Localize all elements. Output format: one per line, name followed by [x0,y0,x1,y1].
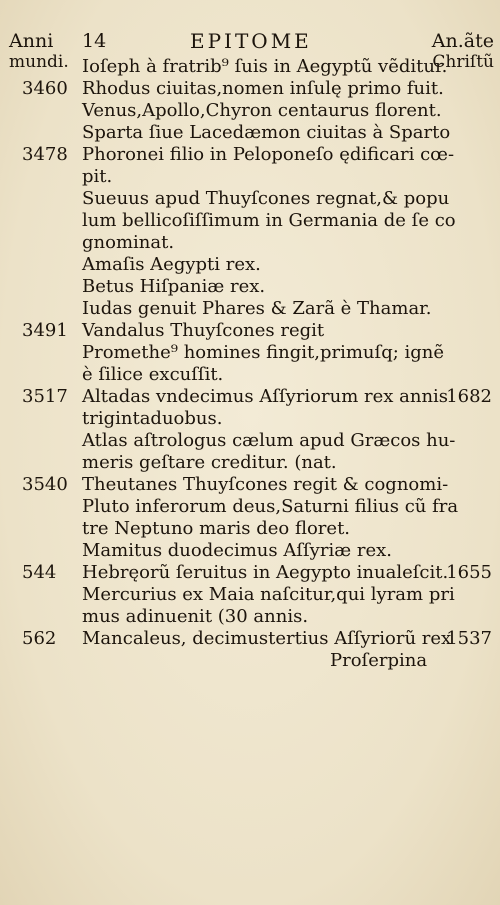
year-number: 544 [22,562,57,583]
year-number: 3517 [22,386,68,407]
year-number: 3540 [22,474,68,495]
page-number: 14 [82,30,107,52]
header-mundi: mundi. [9,52,69,72]
line-text: Pluto inferorum deus,Saturni filius cũ fra [82,496,459,517]
chronicle-line [0,166,500,188]
chronicle-line [0,298,500,320]
page-title: EPITOME [190,29,312,53]
header-christu: Chriſtũ [432,52,494,72]
year-before-christ: 1537 [446,628,492,649]
line-text: Sueuus apud Thuyſcones regnat,& popu [82,188,450,209]
chronicle-line [0,342,500,364]
line-text: Phoronei filio in Peloponeſo ędificari cœ- [82,144,455,165]
chronicle-line [0,320,500,342]
line-text: meris geſtare creditur. (nat. [82,452,337,473]
line-text: mus adinuenit (30 annis. [82,606,309,627]
line-text: Altadas vndecimus Aſſyriorum rex annis [82,386,449,407]
line-text: Ioſeph à fratrib⁹ ſuis in Aegyptũ vẽditur. [82,56,448,77]
line-text: Mercurius ex Maia naſcitur,qui lyram pri [82,584,455,605]
line-text: Sparta ſiue Lacedæmon ciuitas à Sparto [82,122,451,143]
chronicle-line [0,56,500,78]
chronicle-line [0,188,500,210]
chronicle-line [0,540,500,562]
line-text: Iudas genuit Phares & Zarã è Thamar. [82,298,432,319]
line-text: Rhodus ciuitas,nomen inſulę primo fuit. [82,78,444,99]
chronicle-line [0,408,500,430]
line-text: tre Neptuno maris deo floret. [82,518,351,539]
line-text: Proſerpina [330,650,428,671]
chronicle-line [0,650,500,672]
line-text: Mamitus duodecimus Aſſyriæ rex. [82,540,392,561]
line-text: Mancaleus, decimustertius Aſſyriorũ rex [82,628,452,649]
chronicle-line [0,474,500,496]
year-number: 562 [22,628,57,649]
line-text: Betus Hiſpaniæ rex. [82,276,266,297]
line-text: Atlas aſtrologus cælum apud Græcos hu- [82,430,456,451]
header-ante: An.ãte [431,30,494,52]
header-anni: Anni [9,30,54,52]
chronicle-line [0,122,500,144]
chronicle-line [0,518,500,540]
chronicle-line [0,100,500,122]
chronicle-line [0,386,500,408]
line-text: Vandalus Thuyſcones regit [82,320,325,341]
line-text: Theutanes Thuyſcones regit & cognomi- [82,474,449,495]
year-number: 3478 [22,144,68,165]
line-text: Promethe⁹ homines fingit,primuſq; ignẽ [82,342,445,363]
chronicle-line [0,276,500,298]
year-number: 3460 [22,78,68,99]
line-text: lum bellicoſiſſimum in Germania de ſe co [82,210,456,231]
chronicle-line [0,562,500,584]
chronicle-line [0,364,500,386]
line-text: pit. [82,166,113,187]
line-text: trigintaduobus. [82,408,223,429]
chronicle-line [0,606,500,628]
line-text: Hebręorũ ſeruitus in Aegypto inualeſcit. [82,562,449,583]
year-number: 3491 [22,320,68,341]
chronicle-line [0,452,500,474]
line-text: Venus,Apollo,Chyron centaurus florent. [82,100,442,121]
chronicle-line [0,144,500,166]
chronicle-line [0,496,500,518]
year-before-christ: 1682 [446,386,492,407]
chronicle-line [0,584,500,606]
chronicle-line [0,254,500,276]
chronicle-line [0,78,500,100]
line-text: è ſilice excuſſit. [82,364,224,385]
year-before-christ: 1655 [446,562,492,583]
chronicle-line [0,232,500,254]
line-text: Amaſis Aegypti rex. [82,254,261,275]
line-text: gnominat. [82,232,175,253]
chronicle-line [0,210,500,232]
chronicle-line [0,628,500,650]
chronicle-line [0,430,500,452]
